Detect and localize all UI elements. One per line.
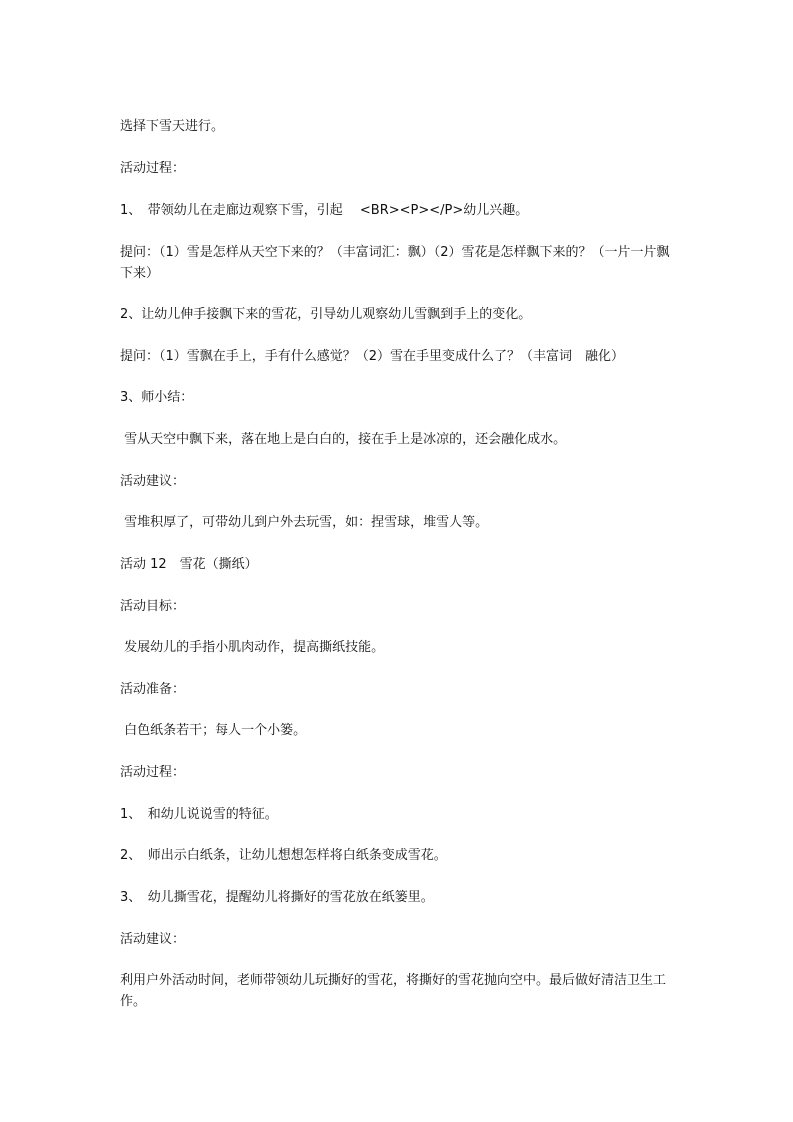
- paragraph: 雪堆积厚了，可带幼儿到户外去玩雪，如：捏雪球，堆雪人等。: [120, 515, 489, 530]
- paragraph: 利用户外活动时间，老师带领幼儿玩撕好的雪花，将撕好的雪花抛向空中。最后做好清洁卫生工作。: [120, 973, 667, 1009]
- activity-title: 活动 12 雪花（撕纸）: [120, 557, 258, 572]
- section-heading: 活动建议：: [120, 474, 186, 489]
- section-heading: 活动过程：: [120, 161, 186, 176]
- paragraph: 发展幼儿的手指小肌肉动作，提高撕纸技能。: [120, 640, 385, 655]
- paragraph: 雪从天空中飘下来，落在地上是白白的，接在手上是冰凉的，还会融化成水。: [120, 432, 567, 447]
- paragraph: 1、 带领幼儿在走廊边观察下雪，引起 <BR><P></P>幼儿兴趣。: [120, 203, 529, 218]
- paragraph: 2、让幼儿伸手接飘下来的雪花，引导幼儿观察幼儿雪飘到手上的变化。: [120, 307, 532, 322]
- paragraph: 提问：（1）雪是怎样从天空下来的？（丰富词汇：飘）（2）雪花是怎样飘下来的？（一片一片飘下来）: [120, 245, 670, 281]
- section-heading: 活动过程：: [120, 765, 186, 780]
- section-heading: 活动准备：: [120, 682, 186, 697]
- paragraph: 提问：（1）雪飘在手上，手有什么感觉？（2）雪在手里变成什么了？（丰富词 融化）: [120, 349, 625, 364]
- paragraph: 3、师小结：: [120, 390, 194, 405]
- paragraph: 白色纸条若干；每人一个小篓。: [120, 723, 307, 738]
- paragraph: 选择下雪天进行。: [120, 119, 225, 134]
- section-heading: 活动目标：: [120, 599, 186, 614]
- paragraph: 1、 和幼儿说说雪的特征。: [120, 807, 278, 822]
- paragraph: 2、 师出示白纸条，让幼儿想想怎样将白纸条变成雪花。: [120, 848, 447, 863]
- paragraph: 3、 幼儿撕雪花，提醒幼儿将撕好的雪花放在纸篓里。: [120, 890, 434, 905]
- section-heading: 活动建议：: [120, 932, 186, 947]
